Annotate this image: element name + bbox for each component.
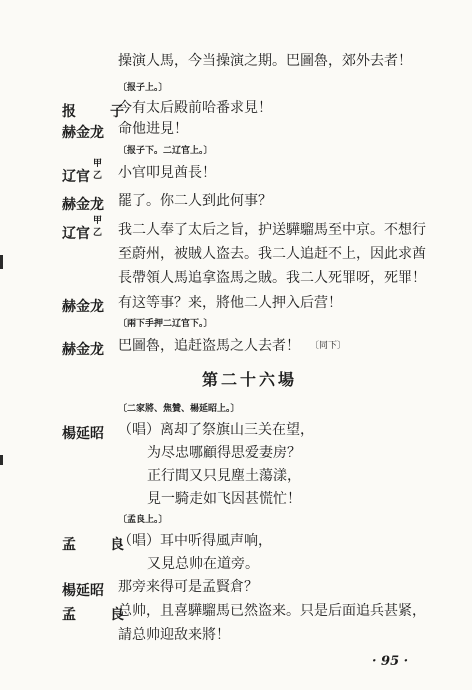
dialogue-line: （唱）耳中听得風声响， <box>118 533 272 549</box>
speaker-name: 报 子 <box>62 104 134 120</box>
stage-direction: 〔报子下。二辽官上。〕 <box>118 146 213 156</box>
dialogue-line: 見一騎走如飞因甚慌忙！ <box>147 491 301 507</box>
scene-heading: 第二十六場 <box>202 370 298 389</box>
dialogue-line: 長帶領人馬追拿盗馬之賊。我二人死罪呀，死罪！ <box>118 270 426 286</box>
speaker-name: 赫金龙 <box>62 342 104 358</box>
stage-direction: 〔孟良上。〕 <box>118 515 168 525</box>
binding-mark <box>0 455 3 465</box>
speaker-name: 孟 良 <box>62 537 134 553</box>
binding-mark <box>0 255 3 269</box>
dialogue-line: 有这等事？来，將他二人押入后营！ <box>118 295 342 311</box>
speaker-name: 赫金龙 <box>62 299 104 315</box>
dialogue-line: 那旁来得可是孟賢倉？ <box>118 579 258 595</box>
page-number: · 95 · <box>372 654 409 669</box>
dialogue-line: 为尽忠哪顧得思爱妻房？ <box>147 445 301 461</box>
speaker-name: 辽官 <box>62 169 90 185</box>
dialogue-line: 至蔚州，被賊人盗去。我二人追赶不上，因此求酋 <box>118 246 426 262</box>
speaker-name: 赫金龙 <box>62 125 104 141</box>
dialogue-line: 又見总帅在道旁。 <box>147 556 259 572</box>
stage-direction: 〔兩下手押二辽官下。〕 <box>118 319 213 329</box>
dialogue-line: 小官叩見酋長！ <box>118 165 216 181</box>
dialogue-line: 我二人奉了太后之旨，护送驊騮馬至中京。不想行 <box>118 222 426 238</box>
dialogue-line: 命他进見！ <box>118 121 188 137</box>
speaker-name: 赫金龙 <box>62 197 104 213</box>
speaker-name: 楊延昭 <box>62 583 104 599</box>
stage-direction: 〔二家將、焦贊、楊延昭上。〕 <box>118 404 240 414</box>
dialogue-line: 巴圖魯，追赶盗馬之人去者！ <box>118 338 300 354</box>
stage-direction: 〔同下〕 <box>310 341 347 351</box>
speaker-subscript: 乙 <box>93 228 103 238</box>
dialogue-line: 操演人馬，今当操演之期。巴圖魯，郊外去者！ <box>118 53 412 69</box>
dialogue-line: 今有太后殿前哈番求見！ <box>118 100 272 116</box>
speaker-subscript: 甲 <box>93 159 103 169</box>
dialogue-line: 請总帅迎敌来將！ <box>118 627 230 643</box>
speaker-name: 辽官 <box>62 226 90 242</box>
stage-direction: 〔报子上。〕 <box>118 83 168 93</box>
dialogue-line: （唱）离却了祭旗山三关在望， <box>118 422 314 438</box>
dialogue-line: 罷了。你二人到此何事？ <box>118 193 272 209</box>
speaker-subscript: 甲 <box>93 216 103 226</box>
speaker-name: 孟 良 <box>62 607 134 623</box>
speaker-subscript: 乙 <box>93 171 103 181</box>
speaker-name: 楊延昭 <box>62 426 104 442</box>
dialogue-line: 正行間又只見塵土蕩漾， <box>147 468 301 484</box>
dialogue-line: 总帅，且喜驊騮馬已然盗来。只是后面追兵甚紧， <box>118 603 426 619</box>
